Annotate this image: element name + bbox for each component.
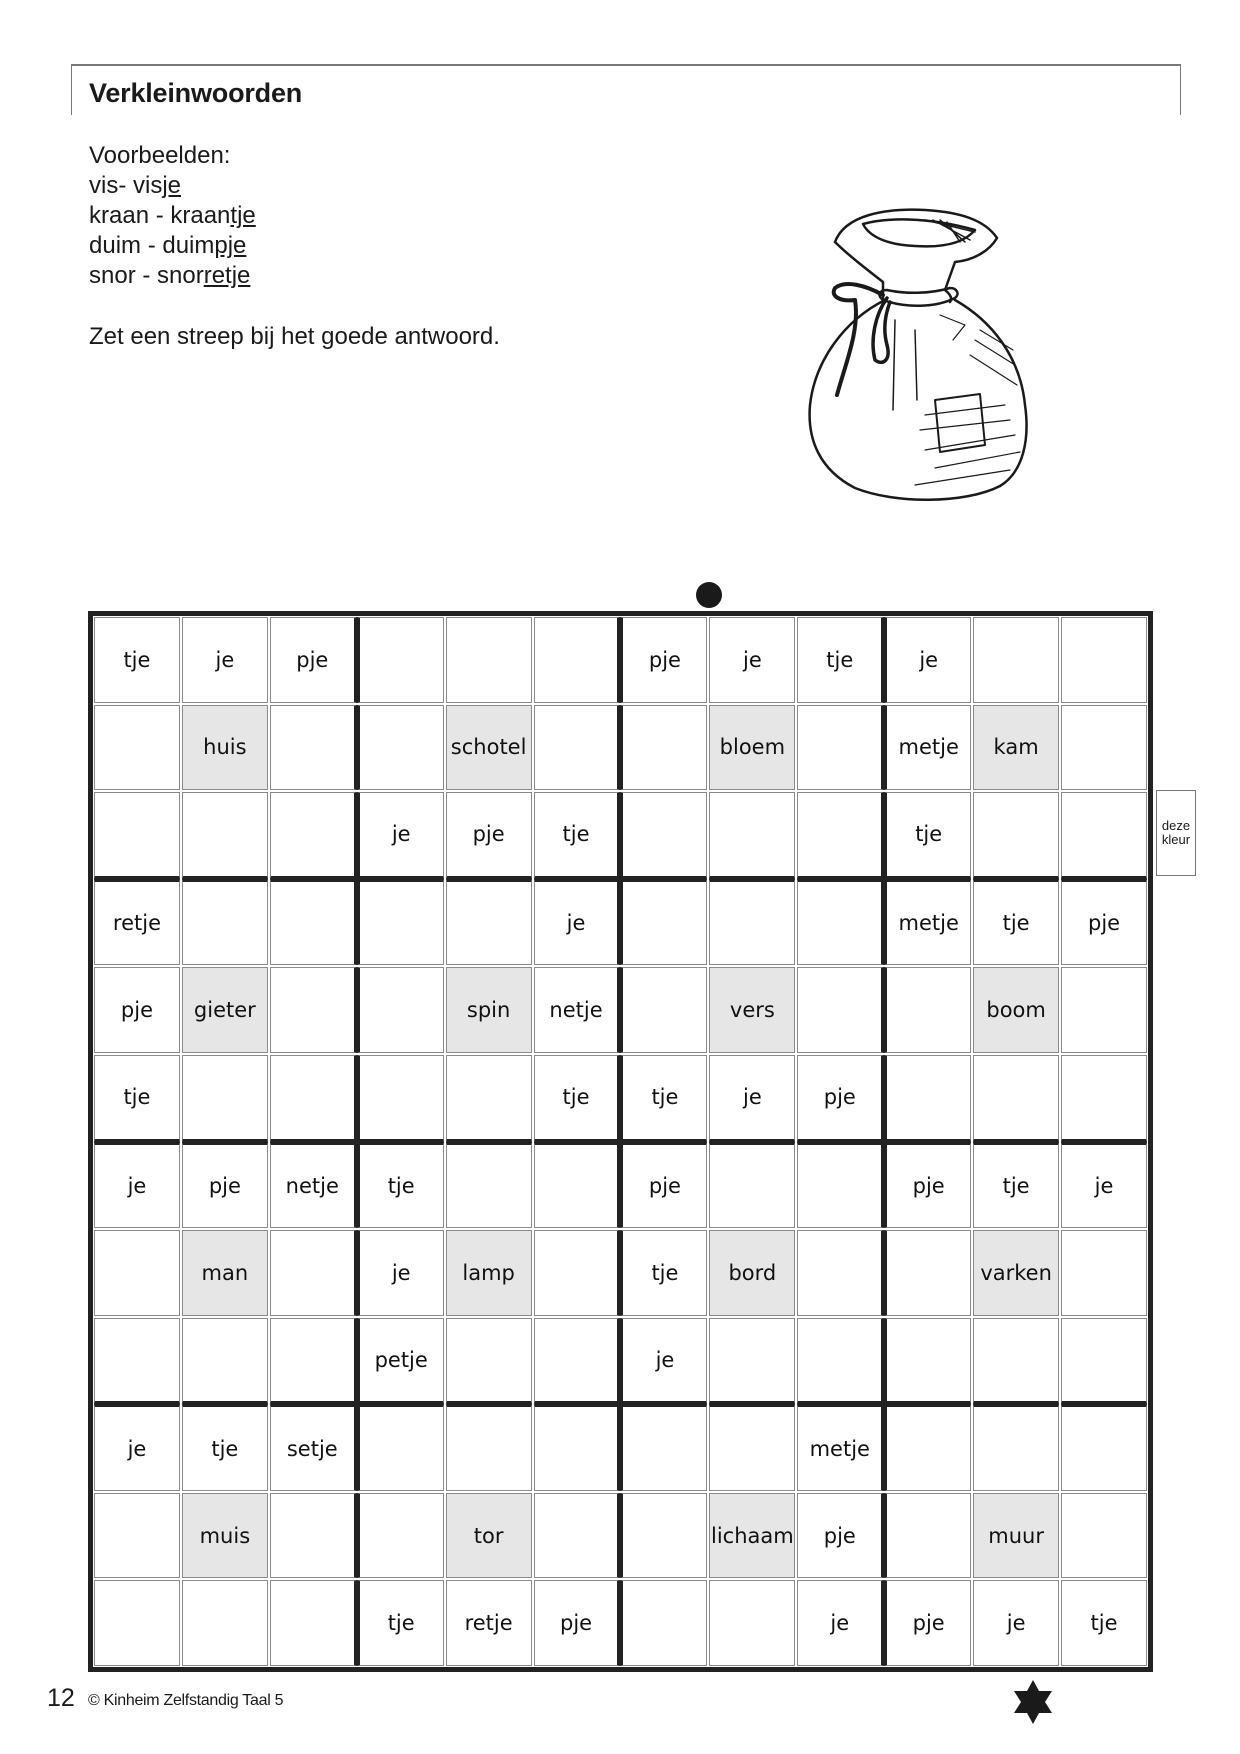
example-suffix: tje (230, 202, 256, 229)
grid-empty-cell[interactable] (534, 1493, 621, 1579)
grid-suffix-cell[interactable]: tje (973, 1142, 1059, 1229)
grid-empty-cell[interactable] (94, 705, 180, 791)
grid-empty-cell[interactable] (446, 1055, 532, 1142)
grid-empty-cell[interactable] (1061, 967, 1147, 1053)
grid-empty-cell[interactable] (797, 879, 884, 966)
grid-word-cell[interactable]: man (182, 1230, 268, 1316)
grid-suffix-cell[interactable]: je (357, 792, 444, 879)
page-number: 12 (47, 1684, 75, 1712)
example-item (89, 231, 256, 261)
grid-empty-cell[interactable] (270, 1230, 357, 1316)
grid-empty-cell[interactable] (270, 792, 357, 879)
grid-empty-cell[interactable] (534, 617, 621, 703)
grid-word-cell[interactable]: muis (182, 1493, 268, 1579)
grid-suffix-cell[interactable]: pje (270, 617, 357, 703)
grid-suffix-cell[interactable]: netje (270, 1142, 357, 1229)
grid-empty-cell[interactable] (270, 879, 357, 966)
grid-suffix-cell[interactable]: pje (94, 967, 180, 1053)
grid-suffix-cell[interactable]: tje (357, 1142, 444, 1229)
grid-empty-cell[interactable] (1061, 705, 1147, 791)
grid-empty-cell[interactable] (357, 1493, 444, 1579)
word-grid (88, 611, 1153, 1672)
example-base: duim - duim (89, 232, 215, 259)
grid-empty-cell[interactable] (534, 1142, 621, 1229)
grid-empty-cell[interactable] (357, 1055, 444, 1142)
grid-word-cell[interactable]: lamp (446, 1230, 532, 1316)
grid-empty-cell[interactable] (797, 1142, 884, 1229)
grid-empty-cell[interactable] (709, 792, 795, 879)
grid-suffix-cell[interactable]: pje (446, 792, 532, 879)
grid-suffix-cell[interactable]: tje (94, 1055, 180, 1142)
grid-suffix-cell[interactable]: je (1061, 1142, 1147, 1229)
grid-empty-cell[interactable] (357, 879, 444, 966)
grid-empty-cell[interactable] (884, 1404, 971, 1491)
grid-suffix-cell[interactable]: tje (94, 617, 180, 703)
grid-suffix-cell[interactable]: tje (1061, 1580, 1147, 1666)
grid-empty-cell[interactable] (182, 1318, 268, 1405)
grid-empty-cell[interactable] (620, 1493, 707, 1579)
grid-suffix-cell[interactable]: pje (797, 1055, 884, 1142)
grid-empty-cell[interactable] (884, 1493, 971, 1579)
grid-empty-cell[interactable] (797, 1318, 884, 1405)
example-item (89, 171, 256, 201)
grid-suffix-cell[interactable]: je (973, 1580, 1059, 1666)
grid-suffix-cell[interactable]: tje (534, 1055, 621, 1142)
grid-empty-cell[interactable] (182, 879, 268, 966)
grid-suffix-cell[interactable]: tje (973, 879, 1059, 966)
grid-empty-cell[interactable] (94, 792, 180, 879)
grid-suffix-cell[interactable]: tje (620, 1055, 707, 1142)
grid-empty-cell[interactable] (1061, 1230, 1147, 1316)
color-key-box[interactable] (1156, 790, 1196, 876)
example-base: kraan - kraan (89, 202, 231, 229)
grid-empty-cell[interactable] (1061, 792, 1147, 879)
grid-empty-cell[interactable] (270, 1055, 357, 1142)
example-base: vis- vis (89, 172, 163, 199)
grid-empty-cell[interactable] (94, 1230, 180, 1316)
grid-word-cell[interactable]: lichaam (709, 1493, 795, 1579)
grid-word-cell[interactable]: varken (973, 1230, 1059, 1316)
grid-word-cell[interactable]: tor (446, 1493, 532, 1579)
example-item (89, 201, 256, 231)
grid-empty-cell[interactable] (620, 705, 707, 791)
grid-suffix-cell[interactable]: netje (534, 967, 621, 1053)
grid-empty-cell[interactable] (270, 1493, 357, 1579)
grid-empty-cell[interactable] (357, 1404, 444, 1491)
grid-empty-cell[interactable] (534, 1318, 621, 1405)
grid-suffix-cell[interactable]: tje (357, 1580, 444, 1666)
grid-empty-cell[interactable] (182, 792, 268, 879)
grid-empty-cell[interactable] (357, 967, 444, 1053)
grid-empty-cell[interactable] (973, 1318, 1059, 1405)
grid-suffix-cell[interactable]: je (534, 879, 621, 966)
grid-suffix-cell[interactable]: pje (534, 1580, 621, 1666)
grid-empty-cell[interactable] (94, 1318, 180, 1405)
grid-empty-cell[interactable] (270, 705, 357, 791)
grid-suffix-cell[interactable]: je (709, 617, 795, 703)
grid-word-cell[interactable]: vers (709, 967, 795, 1053)
grid-empty-cell[interactable] (182, 1580, 268, 1666)
grid-empty-cell[interactable] (973, 617, 1059, 703)
grid-suffix-cell[interactable]: pje (884, 1580, 971, 1666)
grid-suffix-cell[interactable]: je (94, 1142, 180, 1229)
grid-empty-cell[interactable] (709, 1142, 795, 1229)
instruction-text: Zet een streep bij het goede antwoord. (89, 323, 500, 350)
grid-suffix-cell[interactable]: retje (446, 1580, 532, 1666)
grid-empty-cell[interactable] (270, 1580, 357, 1666)
header-frame-top (71, 64, 1181, 66)
grid-suffix-cell[interactable]: metje (884, 705, 971, 791)
example-item (89, 261, 256, 291)
grid-empty-cell[interactable] (182, 1055, 268, 1142)
grid-empty-cell[interactable] (797, 1230, 884, 1316)
grid-word-cell[interactable]: boom (973, 967, 1059, 1053)
grid-suffix-cell[interactable]: pje (1061, 879, 1147, 966)
grid-empty-cell[interactable] (534, 1404, 621, 1491)
grid-empty-cell[interactable] (1061, 1318, 1147, 1405)
grid-word-cell[interactable]: spin (446, 967, 532, 1053)
grid-empty-cell[interactable] (797, 792, 884, 879)
grid-suffix-cell[interactable]: pje (620, 1142, 707, 1229)
grid-word-cell[interactable]: huis (182, 705, 268, 791)
grid-empty-cell[interactable] (620, 1404, 707, 1491)
grid-suffix-cell[interactable]: setje (270, 1404, 357, 1491)
grid-word-cell[interactable]: schotel (446, 705, 532, 791)
color-key-label-line1: deze (1161, 818, 1191, 833)
grid-empty-cell[interactable] (94, 1493, 180, 1579)
grid-empty-cell[interactable] (446, 1404, 532, 1491)
grid-empty-cell[interactable] (620, 879, 707, 966)
grid-empty-cell[interactable] (973, 792, 1059, 879)
grid-empty-cell[interactable] (534, 1230, 621, 1316)
grid-word-cell[interactable]: muur (973, 1493, 1059, 1579)
grid-empty-cell[interactable] (709, 879, 795, 966)
example-suffix: pje (214, 232, 247, 259)
grid-suffix-cell[interactable]: pje (884, 1142, 971, 1229)
grid-empty-cell[interactable] (709, 1404, 795, 1491)
grid-suffix-cell[interactable]: tje (182, 1404, 268, 1491)
grid-empty-cell[interactable] (884, 1055, 971, 1142)
grid-empty-cell[interactable] (94, 1580, 180, 1666)
grid-suffix-cell[interactable]: je (709, 1055, 795, 1142)
header-frame-right (1180, 64, 1181, 115)
grid-empty-cell[interactable] (973, 1055, 1059, 1142)
grid-empty-cell[interactable] (270, 1318, 357, 1405)
grid-empty-cell[interactable] (797, 967, 884, 1053)
grid-suffix-cell[interactable]: je (884, 617, 971, 703)
examples-block (89, 141, 256, 291)
page-title: Verkleinwoorden (89, 78, 303, 108)
grid-suffix-cell[interactable]: tje (884, 792, 971, 879)
grid-suffix-cell[interactable]: metje (884, 879, 971, 966)
grid-empty-cell[interactable] (357, 705, 444, 791)
grid-suffix-cell[interactable]: je (797, 1580, 884, 1666)
grid-empty-cell[interactable] (1061, 617, 1147, 703)
grid-suffix-cell[interactable]: pje (797, 1493, 884, 1579)
start-dot-marker (696, 582, 722, 608)
grid-empty-cell[interactable] (1061, 1055, 1147, 1142)
grid-word-cell[interactable]: bord (709, 1230, 795, 1316)
grid-suffix-cell[interactable]: je (182, 617, 268, 703)
grid-empty-cell[interactable] (534, 705, 621, 791)
color-key-label-line2: kleur (1161, 832, 1191, 847)
example-base: snor - snor (89, 262, 204, 289)
grid-suffix-cell[interactable]: pje (620, 617, 707, 703)
grid-empty-cell[interactable] (446, 1318, 532, 1405)
grid-empty-cell[interactable] (357, 617, 444, 703)
grid-suffix-cell[interactable]: je (94, 1404, 180, 1491)
grid-suffix-cell[interactable]: retje (94, 879, 180, 966)
grid-suffix-cell[interactable]: petje (357, 1318, 444, 1405)
grid-suffix-cell[interactable]: je (620, 1318, 707, 1405)
grid-empty-cell[interactable] (709, 1318, 795, 1405)
grid-word-cell[interactable]: gieter (182, 967, 268, 1053)
grid-empty-cell[interactable] (884, 967, 971, 1053)
grid-word-cell[interactable]: bloem (709, 705, 795, 791)
example-suffix: retje (203, 262, 251, 289)
grid-suffix-cell[interactable]: je (357, 1230, 444, 1316)
grid-empty-cell[interactable] (270, 967, 357, 1053)
star-icon (1012, 1680, 1054, 1724)
grid-suffix-cell[interactable]: tje (534, 792, 621, 879)
grid-empty-cell[interactable] (797, 705, 884, 791)
grid-empty-cell[interactable] (620, 792, 707, 879)
grid-suffix-cell[interactable]: metje (797, 1404, 884, 1491)
grid-empty-cell[interactable] (620, 967, 707, 1053)
examples-heading: Voorbeelden: (89, 142, 231, 169)
grid-empty-cell[interactable] (709, 1580, 795, 1666)
grid-empty-cell[interactable] (446, 617, 532, 703)
grid-empty-cell[interactable] (620, 1580, 707, 1666)
grid-suffix-cell[interactable]: tje (797, 617, 884, 703)
grid-empty-cell[interactable] (884, 1318, 971, 1405)
grid-empty-cell[interactable] (1061, 1493, 1147, 1579)
grid-suffix-cell[interactable]: pje (182, 1142, 268, 1229)
grid-empty-cell[interactable] (973, 1404, 1059, 1491)
grid-empty-cell[interactable] (884, 1230, 971, 1316)
grid-empty-cell[interactable] (1061, 1404, 1147, 1491)
grid-suffix-cell[interactable]: tje (620, 1230, 707, 1316)
header-frame-left (71, 64, 72, 115)
grid-word-cell[interactable]: kam (973, 705, 1059, 791)
copyright-text: © Kinheim Zelfstandig Taal 5 (88, 1692, 284, 1709)
example-suffix: je (162, 172, 182, 199)
grid-empty-cell[interactable] (446, 1142, 532, 1229)
sack-illustration (775, 190, 1045, 510)
grid-empty-cell[interactable] (446, 879, 532, 966)
